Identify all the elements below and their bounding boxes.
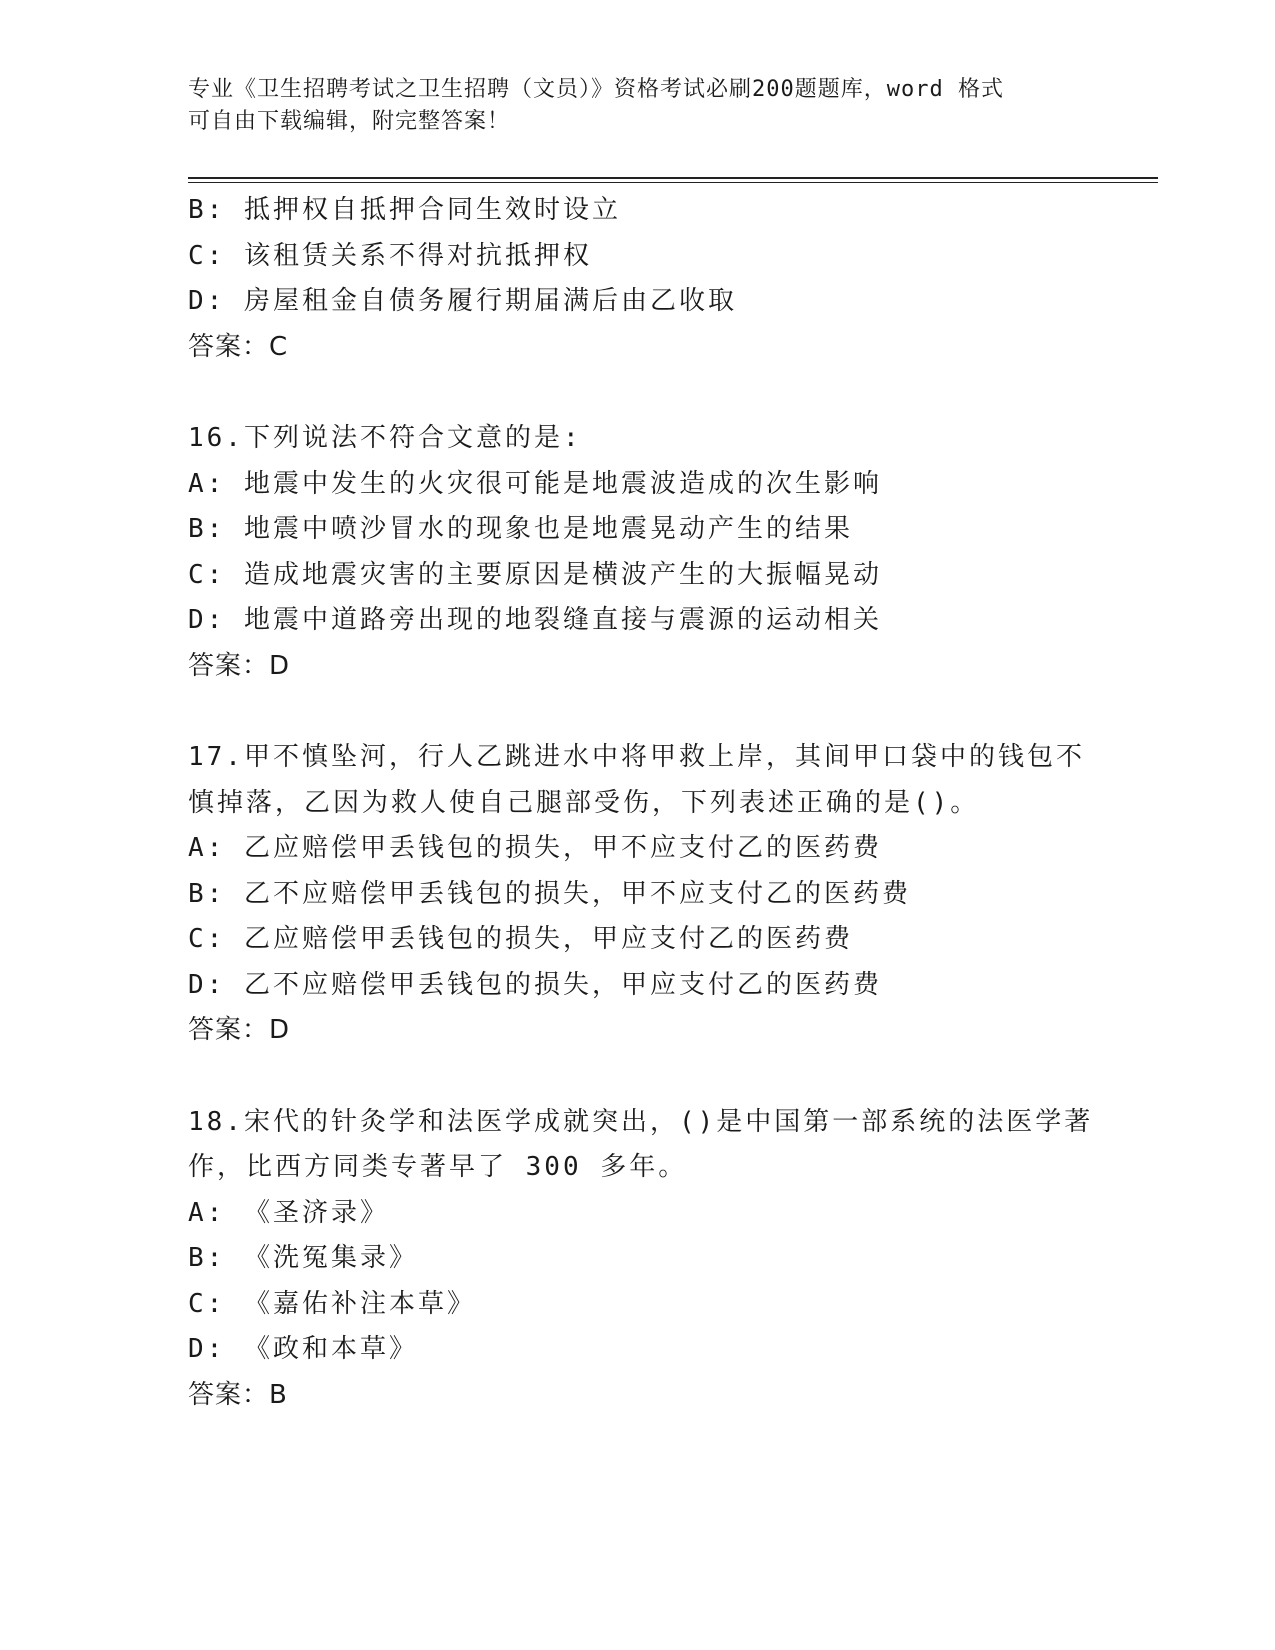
answer-line: 答案：B — [188, 1379, 288, 1410]
option-c: C: 乙应赔偿甲丢钱包的损失，甲应支付乙的医药费 — [188, 924, 853, 954]
spacer — [188, 689, 1088, 735]
question-16 — [188, 416, 1088, 689]
option-b: B: 乙不应赔偿甲丢钱包的损失，甲不应支付乙的医药费 — [188, 878, 911, 909]
option-d: D: 房屋租金自债务履行期届满后由乙收取 — [188, 286, 737, 316]
option-b: B: 地震中喷沙冒水的现象也是地震晃动产生的结果 — [188, 514, 853, 544]
question-text-line-2: 作，比西方同类专著早了 300 多年。 — [188, 1152, 688, 1182]
question-content — [188, 188, 1094, 1418]
continuation-block — [188, 188, 1088, 370]
option-a: A: 《圣济录》 — [188, 1197, 389, 1228]
header-divider — [188, 177, 1158, 183]
option-c: C: 该租赁关系不得对抗抵押权 — [188, 240, 592, 271]
question-text-line-1: 18.宋代的针灸学和法医学成就突出，()是中国第一部系统的法医学著 — [188, 1106, 1094, 1137]
option-d: D: 乙不应赔偿甲丢钱包的损失，甲应支付乙的医药费 — [188, 969, 882, 1000]
spacer — [188, 1054, 1088, 1100]
option-a: A: 地震中发生的火灾很可能是地震波造成的次生影响 — [188, 468, 882, 499]
spacer — [188, 370, 1088, 416]
question-text: 16.下列说法不符合文意的是: — [188, 423, 582, 453]
question-text-line-2: 慎掉落，乙因为救人使自己腿部受伤，下列表述正确的是()。 — [188, 787, 980, 818]
header-line-2: 可自由下载编辑，附完整答案！ — [188, 109, 511, 134]
answer-line: 答案：C — [188, 331, 289, 362]
answer-line: 答案：D — [188, 1015, 291, 1045]
option-d: D: 《政和本草》 — [188, 1334, 418, 1364]
question-17 — [188, 735, 1088, 1054]
option-c: C: 造成地震灾害的主要原因是横波产生的大振幅晃动 — [188, 559, 882, 590]
option-b: B: 《洗冤集录》 — [188, 1243, 418, 1273]
option-a: A: 乙应赔偿甲丢钱包的损失，甲不应支付乙的医药费 — [188, 833, 882, 863]
question-18 — [188, 1100, 1094, 1419]
header-line-1: 专业《卫生招聘考试之卫生招聘（文员）》资格考试必刷200题题库，word 格式 — [188, 77, 1004, 102]
option-c: C: 《嘉佑补注本草》 — [188, 1288, 476, 1319]
answer-line: 答案：D — [188, 650, 291, 681]
page-header — [188, 74, 1088, 138]
question-text-line-1: 17.甲不慎坠河，行人乙跳进水中将甲救上岸，其间甲口袋中的钱包不 — [188, 742, 1085, 772]
option-b: B: 抵押权自抵押合同生效时设立 — [188, 195, 621, 225]
option-d: D: 地震中道路旁出现的地裂缝直接与震源的运动相关 — [188, 605, 882, 635]
